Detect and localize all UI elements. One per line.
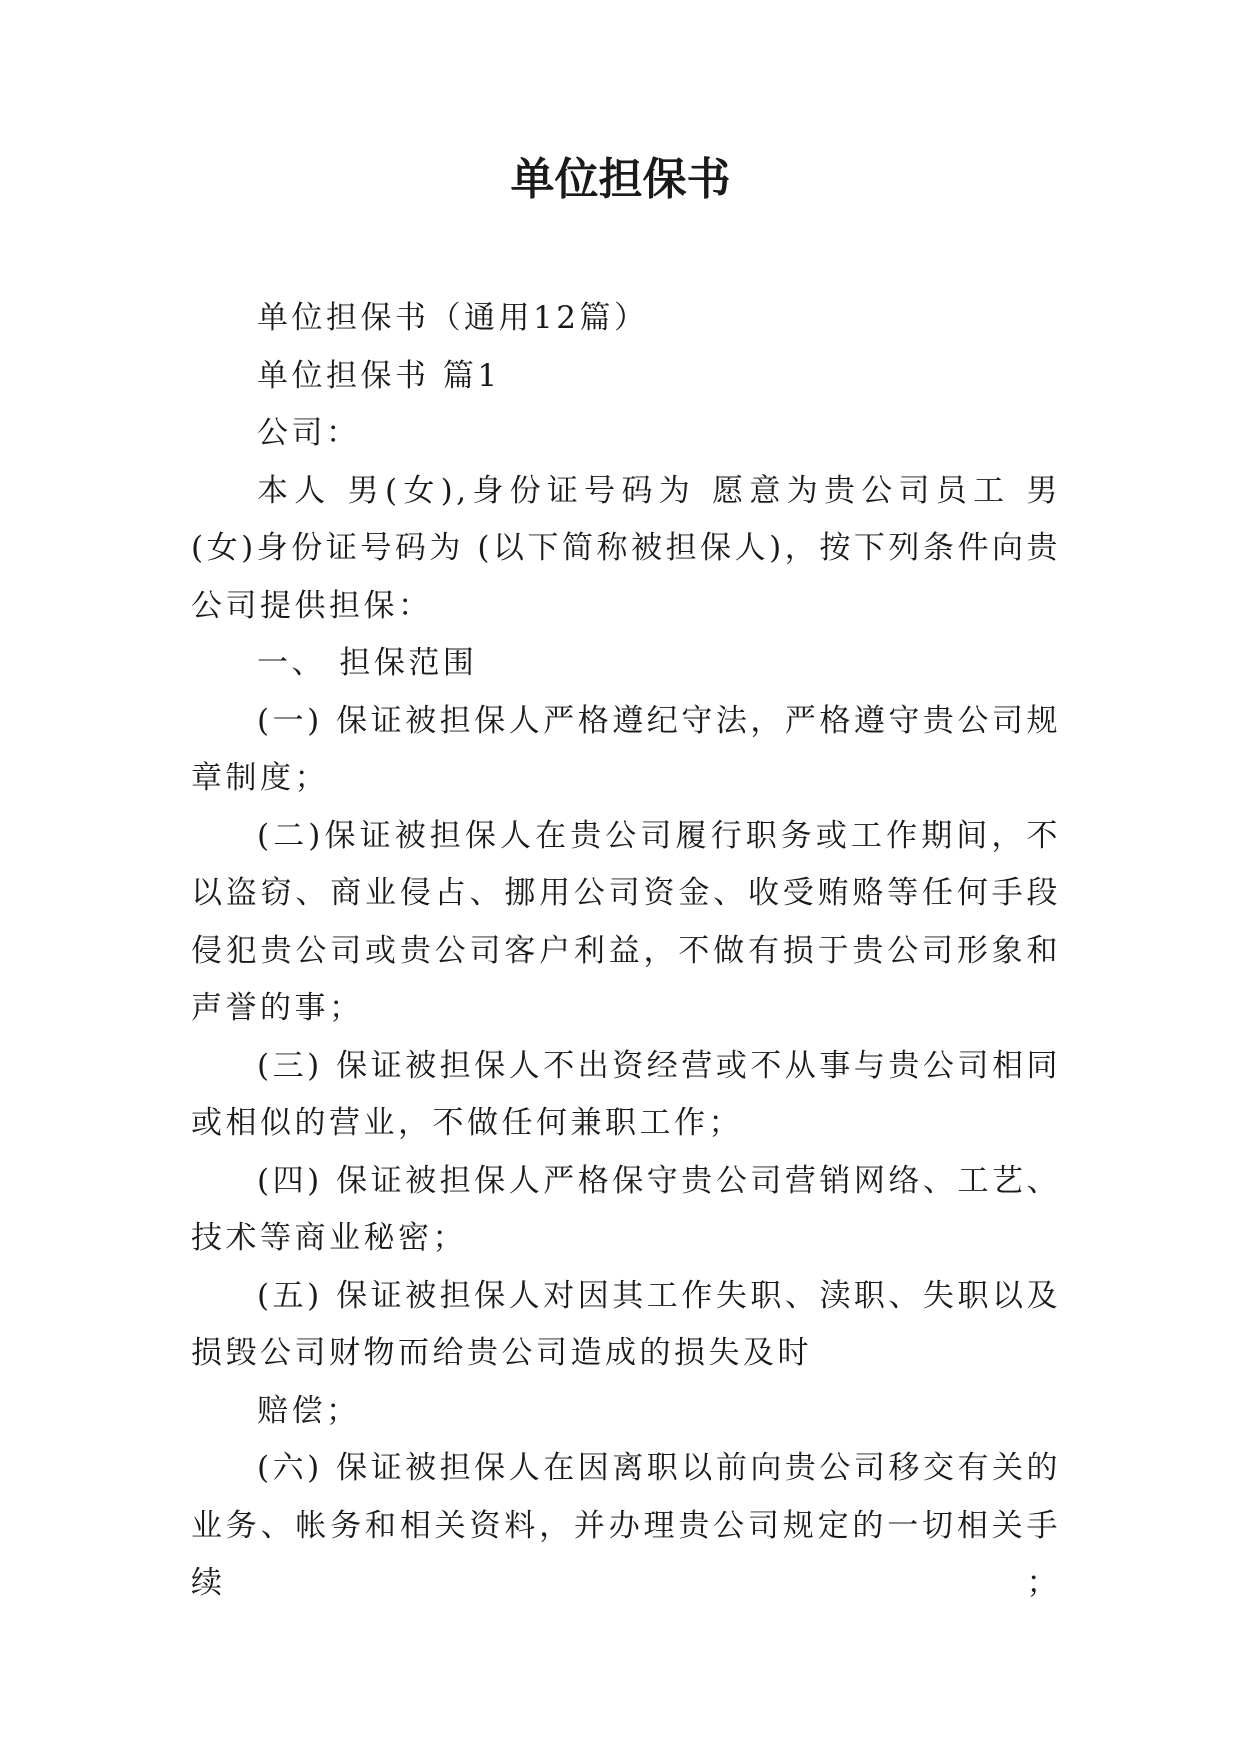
paragraph-addressee: 公司： (257, 415, 361, 451)
paragraph-clause-3: (三) 保证被担保人不出资经营或不从事与贵公司相同或相似的营业，不做任何兼职工作； (191, 1047, 1061, 1141)
paragraph-clause-4: (四) 保证被担保人严格保守贵公司营销网络、工艺、技术等商业秘密； (191, 1162, 1061, 1256)
document-body (191, 290, 1061, 1613)
paragraph-section-heading: 单位担保书 篇1 (257, 357, 501, 394)
paragraph-subtitle: 单位担保书（通用12篇） (257, 300, 649, 336)
paragraph-scope-heading: 一、 担保范围 (257, 645, 478, 681)
paragraph-clause-1: (一) 保证被担保人严格遵纪守法，严格遵守贵公司规章制度； (191, 702, 1061, 796)
paragraph-clause-5: (五) 保证被担保人对因其工作失职、渎职、失职以及损毁公司财物而给贵公司造成的损失及时 (191, 1277, 1061, 1371)
document-title: 单位担保书 (510, 154, 731, 205)
paragraph-clause-2: (二)保证被担保人在贵公司履行职务或工作期间，不以盗窃、商业侵占、挪用公司资金、收受贿赂等任何手段侵犯贵公司或贵公司客户利益，不做有损于贵公司形象和声誉的事； (191, 817, 1061, 1026)
paragraph-declaration: 本人 男(女),身份证号码为 愿意为贵公司员工 男(女)身份证号码为 (以下简称被担保人)，按下列条件向贵公司提供担保： (191, 472, 1061, 624)
paragraph-clause-6: (六) 保证被担保人在因离职以前向贵公司移交有关的业务、帐务和相关资料，并办理贵公司规定的一切相关手续； (191, 1450, 1061, 1601)
paragraph-clause-5-continued: 赔偿； (257, 1392, 361, 1429)
